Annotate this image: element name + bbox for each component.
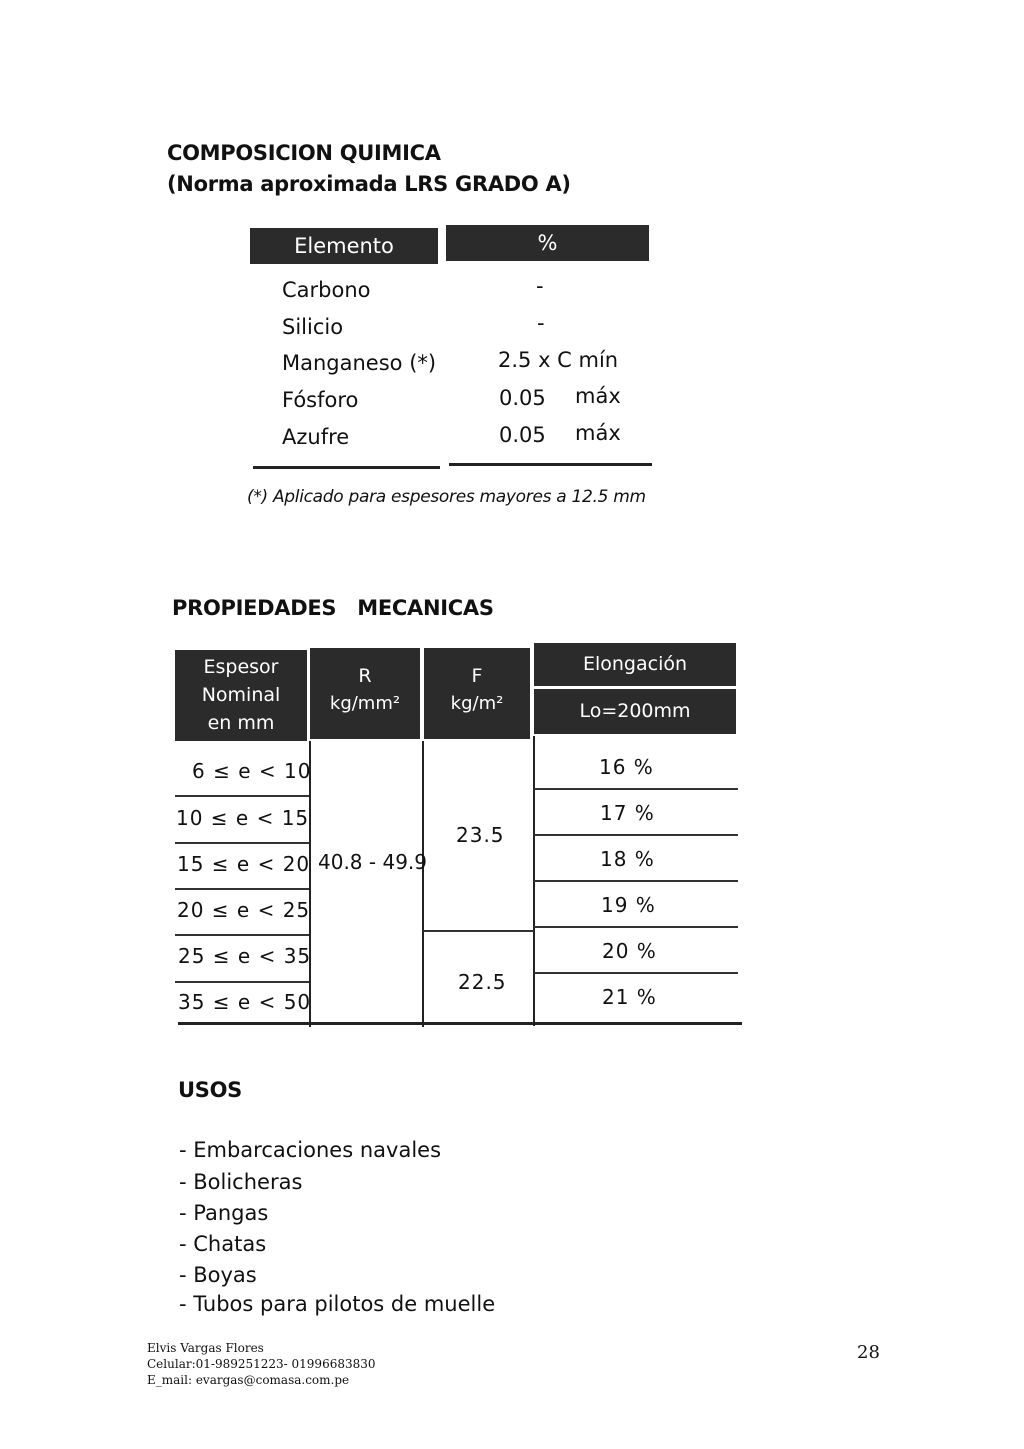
element-name: Fósforo (282, 388, 359, 412)
element-name: Silicio (282, 315, 344, 339)
grid-line (534, 880, 738, 882)
uses-title: USOS (178, 1078, 242, 1102)
table-bottom-rule (178, 1022, 742, 1025)
mechanical-title: PROPIEDADES MECANICAS (172, 596, 494, 620)
grid-line (175, 934, 309, 936)
element-value: 2.5 x C mín (498, 348, 619, 372)
composition-title: COMPOSICION QUIMICA (167, 141, 441, 165)
grid-line (175, 842, 309, 844)
thickness-range: 6 ≤ e < 10 (192, 759, 312, 783)
author-name: Elvis Vargas Flores (147, 1341, 264, 1355)
thickness-header-line3: en mm (207, 712, 275, 734)
uses-item: - Boyas (179, 1263, 257, 1287)
uses-item: - Tubos para pilotos de muelle (179, 1292, 496, 1316)
author-email: E_mail: evargas@comasa.com.pe (147, 1373, 350, 1387)
uses-item: - Bolicheras (179, 1170, 303, 1194)
footer (147, 1340, 376, 1388)
f-header-line2: kg/m² (450, 693, 504, 714)
f-header-line1: F (471, 665, 483, 687)
r-header-line1: R (358, 665, 372, 687)
thickness-range: 10 ≤ e < 15 (176, 806, 310, 830)
thickness-header-line1: Espesor (203, 656, 279, 678)
element-name: Azufre (282, 425, 350, 449)
grid-line (423, 930, 534, 932)
element-header: Elemento (250, 228, 438, 264)
element-name: Manganeso (*) (282, 351, 437, 375)
grid-line (175, 981, 309, 983)
r-value: 40.8 - 49.9 (318, 850, 427, 874)
author-phone: Celular:01-989251223- 01996683830 (147, 1357, 376, 1371)
f-value: 22.5 (458, 970, 507, 994)
elongation-header-bottom: Lo=200mm (534, 689, 736, 734)
composition-bottom-rule-left (253, 466, 440, 469)
f-value: 23.5 (456, 823, 505, 847)
uses-item: - Embarcaciones navales (179, 1138, 442, 1162)
elongation-value: 18 % (600, 847, 655, 871)
grid-line (309, 741, 311, 1027)
elongation-value: 19 % (601, 893, 656, 917)
grid-line (175, 888, 309, 890)
grid-line (422, 741, 424, 1027)
page-number: 28 (857, 1342, 880, 1363)
composition-footnote: (*) Aplicado para espesores mayores a 12.5 mm (247, 487, 646, 507)
composition-subtitle: (Norma aproximada LRS GRADO A) (167, 172, 571, 196)
grid-line (534, 788, 738, 790)
thickness-header (175, 650, 307, 741)
element-value: 0.05 (499, 423, 546, 447)
element-limit: máx (575, 421, 621, 445)
thickness-range: 35 ≤ e < 50 (178, 990, 312, 1014)
f-header (424, 648, 530, 739)
element-value: - (536, 274, 544, 298)
r-header-line2: kg/mm² (329, 693, 401, 714)
elongation-value: 20 % (602, 939, 657, 963)
elongation-header-top: Elongación (534, 643, 736, 686)
thickness-header-line2: Nominal (201, 684, 281, 706)
grid-line (534, 926, 738, 928)
composition-bottom-rule-right (449, 463, 652, 466)
percent-header: % (446, 225, 649, 261)
grid-line (175, 795, 309, 797)
element-name: Carbono (282, 278, 371, 302)
element-value: - (537, 311, 545, 335)
thickness-range: 25 ≤ e < 35 (178, 944, 312, 968)
r-header (310, 648, 420, 739)
grid-line (534, 834, 738, 836)
elongation-value: 16 % (599, 755, 654, 779)
elongation-value: 21 % (602, 985, 657, 1009)
element-value: 0.05 (499, 386, 546, 410)
element-limit: máx (575, 384, 621, 408)
elongation-value: 17 % (600, 801, 655, 825)
thickness-range: 15 ≤ e < 20 (177, 852, 311, 876)
grid-line (534, 972, 738, 974)
thickness-range: 20 ≤ e < 25 (177, 898, 311, 922)
uses-item: - Pangas (179, 1201, 269, 1225)
uses-item: - Chatas (179, 1232, 267, 1256)
